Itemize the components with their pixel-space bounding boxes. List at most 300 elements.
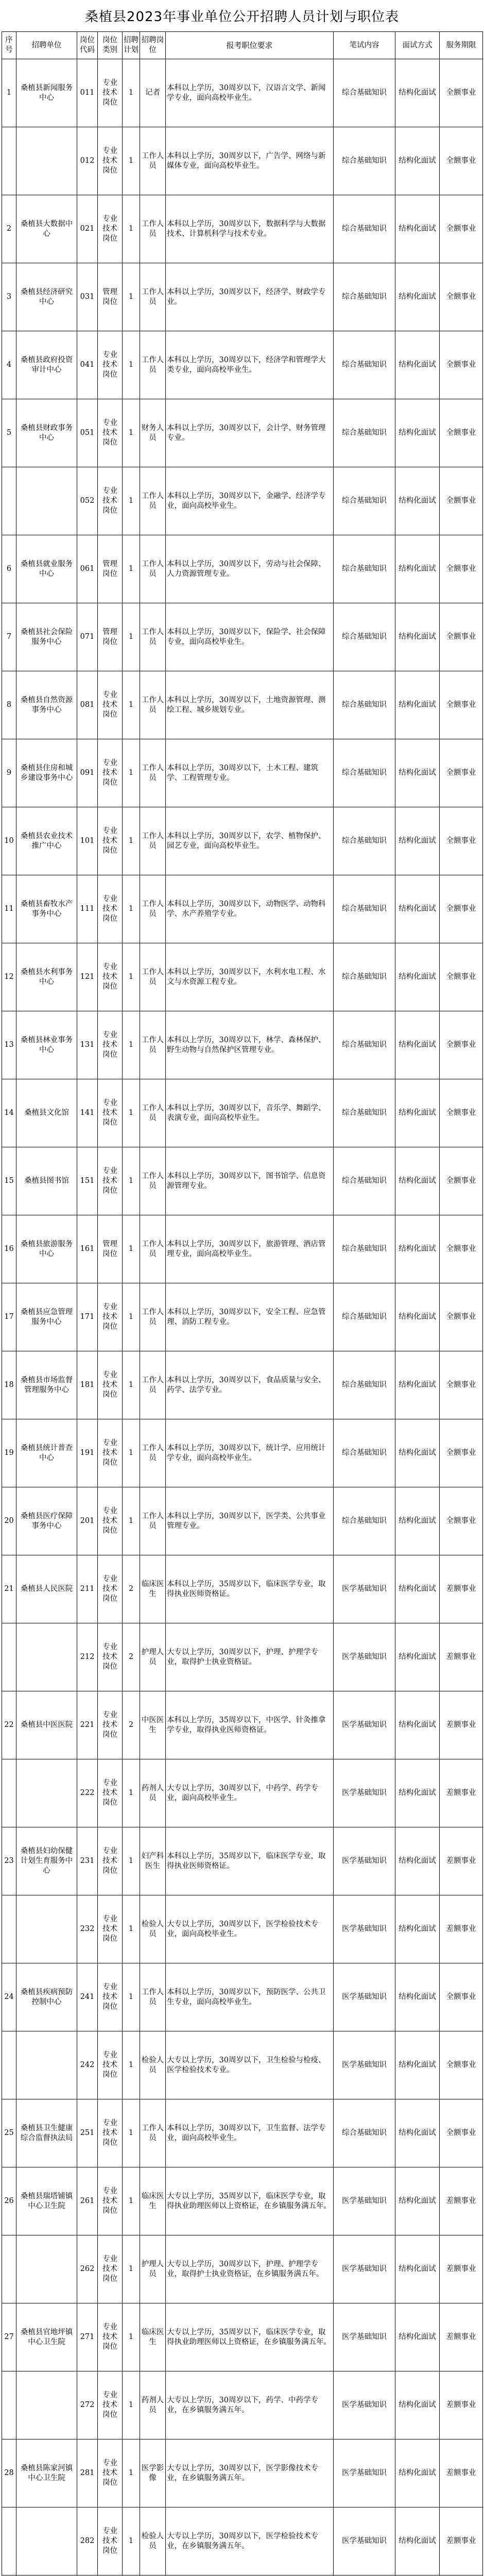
unit-cell: 桑植县农业技术推广中心 (16, 807, 77, 875)
interview-cell: 结构化面试 (395, 2031, 440, 2099)
seq-cell: 4 (2, 331, 16, 399)
service-cell: 全额事业 (440, 671, 483, 739)
exam-cell: 综合基础知识 (334, 1283, 395, 1351)
seq-cell: 23 (2, 1827, 16, 1895)
interview-cell: 结构化面试 (395, 535, 440, 603)
requirement-cell: 本科以上学历，30周岁以下，图书馆学、信息资源管理专业。 (166, 1147, 334, 1215)
interview-cell: 结构化面试 (395, 1691, 440, 1759)
unit-cell: 桑植县陈家河镇中心卫生院 (16, 2439, 77, 2507)
table-row (2, 59, 483, 127)
post-cell: 临床医生 (140, 2303, 166, 2371)
category-cell: 专业技术岗位 (98, 739, 123, 807)
requirement-cell: 本科以上学历，30周岁以下，统计学、应用统计学专业，面向高校毕业生。 (166, 1419, 334, 1487)
category-cell: 专业技术岗位 (98, 1079, 123, 1147)
requirement-cell: 本科以上学历，30周岁以下，林学、森林保护、野生动物与自然保护区管理专业。 (166, 1011, 334, 1079)
exam-cell: 综合基础知识 (334, 399, 395, 467)
code-cell: 111 (77, 875, 98, 943)
count-cell: 1 (123, 1351, 140, 1419)
seq-cell (2, 2507, 16, 2575)
exam-cell: 综合基础知识 (334, 603, 395, 671)
interview-cell: 结构化面试 (395, 1351, 440, 1419)
interview-cell: 结构化面试 (395, 875, 440, 943)
seq-cell: 3 (2, 263, 16, 331)
post-cell: 工作人员 (140, 1011, 166, 1079)
table-row (2, 1079, 483, 1147)
exam-cell: 医学基础知识 (334, 2031, 395, 2099)
exam-cell: 医学基础知识 (334, 2507, 395, 2575)
count-cell: 1 (123, 2439, 140, 2507)
requirement-cell: 本科以上学历，35周岁以下，临床医学专业，取得执业医师资格证。 (166, 1555, 334, 1623)
service-cell: 全额事业 (440, 1079, 483, 1147)
table-row (2, 943, 483, 1011)
code-cell: 272 (77, 2371, 98, 2439)
seq-cell (2, 1759, 16, 1827)
table-row (2, 2099, 483, 2167)
code-cell: 171 (77, 1283, 98, 1351)
exam-cell: 综合基础知识 (334, 127, 395, 195)
seq-cell: 16 (2, 1215, 16, 1283)
requirement-cell: 本科以上学历，30周岁以下，土木工程、建筑学、工程管理专业。 (166, 739, 334, 807)
code-cell: 121 (77, 943, 98, 1011)
post-cell: 记者 (140, 59, 166, 127)
service-cell: 全额事业 (440, 603, 483, 671)
seq-cell (2, 2235, 16, 2303)
count-cell: 1 (123, 467, 140, 535)
post-cell: 财务人员 (140, 399, 166, 467)
table-row (2, 195, 483, 263)
count-cell: 1 (123, 943, 140, 1011)
service-cell: 差额事业 (440, 1827, 483, 1895)
code-cell: 251 (77, 2099, 98, 2167)
requirement-cell: 大专以上学历，35周岁以下，临床医学专业，取得执业助理医师以上资格证，在乡镇服务满五年。 (166, 2167, 334, 2235)
unit-cell: 桑植县自然资源事务中心 (16, 671, 77, 739)
category-cell: 专业技术岗位 (98, 1283, 123, 1351)
table-row (2, 467, 483, 535)
count-cell: 1 (123, 1283, 140, 1351)
requirement-cell: 本科以上学历，30周岁以下，音乐学、舞蹈学、表演专业，面向高校毕业生。 (166, 1079, 334, 1147)
service-cell: 全额事业 (440, 331, 483, 399)
table-body (2, 59, 483, 2576)
code-cell: 051 (77, 399, 98, 467)
exam-cell: 综合基础知识 (334, 467, 395, 535)
count-cell: 2 (123, 1623, 140, 1691)
category-cell: 专业技术岗位 (98, 331, 123, 399)
document-title: 桑植县2023年事业单位公开招聘人员计划与职位表 (84, 9, 400, 25)
requirement-cell: 本科以上学历，30周岁以下，数据科学与大数据技术、计算机科学与技术专业。 (166, 195, 334, 263)
seq-cell: 12 (2, 943, 16, 1011)
unit-cell: 桑植县文化馆 (16, 1079, 77, 1147)
interview-cell: 结构化面试 (395, 1827, 440, 1895)
interview-cell: 结构化面试 (395, 2507, 440, 2575)
post-cell: 工作人员 (140, 127, 166, 195)
category-cell: 专业技术岗位 (98, 1351, 123, 1419)
exam-cell: 医学基础知识 (334, 2439, 395, 2507)
category-cell: 管理岗位 (98, 1215, 123, 1283)
interview-cell: 结构化面试 (395, 1759, 440, 1827)
post-cell: 工作人员 (140, 1215, 166, 1283)
unit-cell: 桑植县市场监督管理服务中心 (16, 1351, 77, 1419)
interview-cell: 结构化面试 (395, 399, 440, 467)
interview-cell: 结构化面试 (395, 467, 440, 535)
unit-cell: 桑植县财政事务中心 (16, 399, 77, 467)
category-cell: 专业技术岗位 (98, 195, 123, 263)
column-header: 服务期限 (440, 32, 483, 59)
count-cell: 1 (123, 2167, 140, 2235)
post-cell: 工作人员 (140, 1147, 166, 1215)
service-cell: 全额事业 (440, 1419, 483, 1487)
requirement-cell: 本科以上学历，30周岁以下，经济学、财政学专业。 (166, 263, 334, 331)
seq-cell: 22 (2, 1691, 16, 1759)
exam-cell: 综合基础知识 (334, 195, 395, 263)
post-cell: 工作人员 (140, 2099, 166, 2167)
seq-cell (2, 2031, 16, 2099)
post-cell: 工作人员 (140, 1963, 166, 2031)
interview-cell: 结构化面试 (395, 1079, 440, 1147)
unit-cell: 桑植县新闻服务中心 (16, 59, 77, 127)
exam-cell: 综合基础知识 (334, 1079, 395, 1147)
seq-cell: 25 (2, 2099, 16, 2167)
table-row (2, 1215, 483, 1283)
count-cell: 1 (123, 127, 140, 195)
seq-cell: 18 (2, 1351, 16, 1419)
code-cell: 012 (77, 127, 98, 195)
category-cell: 专业技术岗位 (98, 1419, 123, 1487)
requirement-cell: 本科以上学历，30周岁以下，土地资源管理、测绘工程、城乡规划专业。 (166, 671, 334, 739)
seq-cell (2, 1623, 16, 1691)
count-cell: 1 (123, 1759, 140, 1827)
requirement-cell: 大专以上学历，30周岁以下，药学、中药学专业，在乡镇服务满五年。 (166, 2371, 334, 2439)
code-cell: 011 (77, 59, 98, 127)
requirement-cell: 本科以上学历，30周岁以下，旅游管理、酒店管理专业，面向高校毕业生。 (166, 1215, 334, 1283)
table-row (2, 875, 483, 943)
seq-cell (2, 2371, 16, 2439)
unit-cell: 桑植县中医医院 (16, 1691, 77, 1759)
table-row (2, 1895, 483, 1963)
post-cell: 妇产科医生 (140, 1827, 166, 1895)
count-cell: 1 (123, 1011, 140, 1079)
post-cell: 工作人员 (140, 1351, 166, 1419)
column-header: 岗位代码 (77, 32, 98, 59)
seq-cell: 6 (2, 535, 16, 603)
category-cell: 专业技术岗位 (98, 1827, 123, 1895)
code-cell: 031 (77, 263, 98, 331)
count-cell: 1 (123, 2235, 140, 2303)
requirement-cell: 大专以上学历，30周岁以下，中药学、药学专业，面向高校毕业生。 (166, 1759, 334, 1827)
count-cell: 1 (123, 1487, 140, 1555)
seq-cell: 20 (2, 1487, 16, 1555)
service-cell: 差额事业 (440, 2371, 483, 2439)
seq-cell: 27 (2, 2303, 16, 2371)
table-row (2, 1011, 483, 1079)
code-cell: 271 (77, 2303, 98, 2371)
unit-cell: 桑植县统计普查中心 (16, 1419, 77, 1487)
count-cell: 1 (123, 263, 140, 331)
post-cell: 工作人员 (140, 467, 166, 535)
code-cell: 081 (77, 671, 98, 739)
unit-cell: 桑植县官地坪镇中心卫生院 (16, 2303, 77, 2371)
column-header: 报考职位要求 (166, 32, 334, 59)
table-row (2, 1351, 483, 1419)
table-row (2, 671, 483, 739)
category-cell: 专业技术岗位 (98, 2507, 123, 2575)
category-cell: 专业技术岗位 (98, 127, 123, 195)
code-cell: 041 (77, 331, 98, 399)
category-cell: 专业技术岗位 (98, 943, 123, 1011)
category-cell: 专业技术岗位 (98, 1555, 123, 1623)
post-cell: 药剂人员 (140, 2371, 166, 2439)
exam-cell: 综合基础知识 (334, 1419, 395, 1487)
count-cell: 1 (123, 1895, 140, 1963)
interview-cell: 结构化面试 (395, 1623, 440, 1691)
seq-cell: 19 (2, 1419, 16, 1487)
count-cell: 1 (123, 2507, 140, 2575)
unit-cell: 桑植县大数据中心 (16, 195, 77, 263)
table-row (2, 1555, 483, 1623)
interview-cell: 结构化面试 (395, 2371, 440, 2439)
requirement-cell: 大专以上学历，30周岁以下，医学检验技术专业，在乡镇服务满五年。 (166, 2507, 334, 2575)
exam-cell: 综合基础知识 (334, 1487, 395, 1555)
service-cell: 差额事业 (440, 1623, 483, 1691)
service-cell: 差额事业 (440, 1691, 483, 1759)
exam-cell: 综合基础知识 (334, 2099, 395, 2167)
category-cell: 管理岗位 (98, 535, 123, 603)
code-cell: 211 (77, 1555, 98, 1623)
service-cell: 全额事业 (440, 1147, 483, 1215)
requirement-cell: 本科以上学历，30周岁以下，预防医学、公共卫生专业，面向高校毕业生。 (166, 1963, 334, 2031)
table-row (2, 807, 483, 875)
category-cell: 专业技术岗位 (98, 2031, 123, 2099)
unit-cell: 桑植县社会保险服务中心 (16, 603, 77, 671)
post-cell: 护理人员 (140, 2235, 166, 2303)
code-cell: 061 (77, 535, 98, 603)
table-row (2, 535, 483, 603)
table-row (2, 2439, 483, 2507)
code-cell: 161 (77, 1215, 98, 1283)
requirement-cell: 本科以上学历，30周岁以下，医学类、公共事业管理专业。 (166, 1487, 334, 1555)
service-cell: 差额事业 (440, 1895, 483, 1963)
seq-cell: 5 (2, 399, 16, 467)
post-cell: 工作人员 (140, 1079, 166, 1147)
count-cell: 1 (123, 603, 140, 671)
interview-cell: 结构化面试 (395, 1963, 440, 2031)
service-cell: 差额事业 (440, 1555, 483, 1623)
category-cell: 管理岗位 (98, 263, 123, 331)
count-cell: 1 (123, 1419, 140, 1487)
service-cell: 全额事业 (440, 399, 483, 467)
post-cell: 护理人员 (140, 1623, 166, 1691)
code-cell: 191 (77, 1419, 98, 1487)
table-row (2, 331, 483, 399)
requirement-cell: 本科以上学历，30周岁以下，农学、植物保护、园艺专业，面向高校毕业生。 (166, 807, 334, 875)
code-cell: 131 (77, 1011, 98, 1079)
service-cell: 差额事业 (440, 2167, 483, 2235)
service-cell: 差额事业 (440, 2439, 483, 2507)
category-cell: 专业技术岗位 (98, 671, 123, 739)
unit-cell: 桑植县卫生健康综合监督执法局 (16, 2099, 77, 2167)
interview-cell: 结构化面试 (395, 2235, 440, 2303)
count-cell: 1 (123, 535, 140, 603)
post-cell: 工作人员 (140, 263, 166, 331)
requirement-cell: 大专以上学历，30周岁以下，医学影像技术专业，在乡镇服务满五年。 (166, 2439, 334, 2507)
interview-cell: 结构化面试 (395, 739, 440, 807)
requirement-cell: 本科以上学历，35周岁以下，中医学、针灸推拿学专业，取得执业医师资格证。 (166, 1691, 334, 1759)
unit-cell: 桑植县水利事务中心 (16, 943, 77, 1011)
count-cell: 1 (123, 331, 140, 399)
table-row (2, 2507, 483, 2575)
exam-cell: 综合基础知识 (334, 59, 395, 127)
exam-cell: 医学基础知识 (334, 1759, 395, 1827)
exam-cell: 综合基础知识 (334, 331, 395, 399)
service-cell: 全额事业 (440, 263, 483, 331)
seq-cell: 17 (2, 1283, 16, 1351)
service-cell: 全额事业 (440, 2031, 483, 2099)
interview-cell: 结构化面试 (395, 127, 440, 195)
post-cell: 工作人员 (140, 671, 166, 739)
count-cell: 1 (123, 671, 140, 739)
unit-cell: 桑植县妇幼保健计划生育服务中心 (16, 1827, 77, 1895)
interview-cell: 结构化面试 (395, 1419, 440, 1487)
table-row (2, 739, 483, 807)
exam-cell: 综合基础知识 (334, 807, 395, 875)
exam-cell: 医学基础知识 (334, 1827, 395, 1895)
count-cell: 2 (123, 1691, 140, 1759)
count-cell: 1 (123, 2031, 140, 2099)
category-cell: 专业技术岗位 (98, 2235, 123, 2303)
count-cell: 1 (123, 195, 140, 263)
exam-cell: 综合基础知识 (334, 535, 395, 603)
seq-cell (2, 127, 16, 195)
table-row (2, 1827, 483, 1895)
category-cell: 专业技术岗位 (98, 2439, 123, 2507)
post-cell: 药剂人员 (140, 1759, 166, 1827)
table-row (2, 2235, 483, 2303)
code-cell: 212 (77, 1623, 98, 1691)
category-cell: 专业技术岗位 (98, 1623, 123, 1691)
count-cell: 1 (123, 2303, 140, 2371)
seq-cell: 7 (2, 603, 16, 671)
code-cell: 071 (77, 603, 98, 671)
interview-cell: 结构化面试 (395, 2167, 440, 2235)
category-cell: 专业技术岗位 (98, 2371, 123, 2439)
unit-cell (16, 127, 77, 195)
requirement-cell: 本科以上学历，30周岁以下，会计学、财务管理专业。 (166, 399, 334, 467)
exam-cell: 综合基础知识 (334, 875, 395, 943)
post-cell: 工作人员 (140, 331, 166, 399)
table-row (2, 127, 483, 195)
table-row (2, 2303, 483, 2371)
code-cell: 141 (77, 1079, 98, 1147)
post-cell: 检验人员 (140, 1895, 166, 1963)
count-cell: 1 (123, 2371, 140, 2439)
seq-cell: 10 (2, 807, 16, 875)
code-cell: 021 (77, 195, 98, 263)
column-header: 笔试内容 (334, 32, 395, 59)
column-header: 序号 (2, 32, 16, 59)
requirement-cell: 本科以上学历，35周岁以下，临床医学专业，取得执业医师资格证。 (166, 1827, 334, 1895)
code-cell: 201 (77, 1487, 98, 1555)
service-cell: 全额事业 (440, 467, 483, 535)
unit-cell (16, 1759, 77, 1827)
count-cell: 1 (123, 1079, 140, 1147)
table-row (2, 1147, 483, 1215)
count-cell: 1 (123, 399, 140, 467)
count-cell: 1 (123, 875, 140, 943)
code-cell: 281 (77, 2439, 98, 2507)
category-cell: 专业技术岗位 (98, 1759, 123, 1827)
table-row (2, 2167, 483, 2235)
post-cell: 工作人员 (140, 1419, 166, 1487)
unit-cell: 桑植县就业服务中心 (16, 535, 77, 603)
interview-cell: 结构化面试 (395, 807, 440, 875)
interview-cell: 结构化面试 (395, 1147, 440, 1215)
unit-cell: 桑植县旅游服务中心 (16, 1215, 77, 1283)
unit-cell (16, 467, 77, 535)
unit-cell (16, 2371, 77, 2439)
service-cell: 差额事业 (440, 2235, 483, 2303)
category-cell: 专业技术岗位 (98, 2167, 123, 2235)
category-cell: 专业技术岗位 (98, 2303, 123, 2371)
post-cell: 工作人员 (140, 943, 166, 1011)
service-cell: 全额事业 (440, 1351, 483, 1419)
table-row (2, 1759, 483, 1827)
interview-cell: 结构化面试 (395, 2099, 440, 2167)
interview-cell: 结构化面试 (395, 943, 440, 1011)
post-cell: 工作人员 (140, 807, 166, 875)
count-cell: 1 (123, 1827, 140, 1895)
exam-cell: 医学基础知识 (334, 1555, 395, 1623)
table-row (2, 1963, 483, 2031)
exam-cell: 医学基础知识 (334, 2303, 395, 2371)
post-cell: 工作人员 (140, 195, 166, 263)
column-header: 岗位类别 (98, 32, 123, 59)
interview-cell: 结构化面试 (395, 1215, 440, 1283)
interview-cell: 结构化面试 (395, 263, 440, 331)
exam-cell: 医学基础知识 (334, 1963, 395, 2031)
exam-cell: 医学基础知识 (334, 1623, 395, 1691)
post-cell: 工作人员 (140, 603, 166, 671)
seq-cell: 8 (2, 671, 16, 739)
post-cell: 医学影像 (140, 2439, 166, 2507)
interview-cell: 结构化面试 (395, 1555, 440, 1623)
category-cell: 专业技术岗位 (98, 1963, 123, 2031)
count-cell: 1 (123, 59, 140, 127)
column-header: 面试方式 (395, 32, 440, 59)
unit-cell: 桑植县住房和城乡建设事务中心 (16, 739, 77, 807)
code-cell: 101 (77, 807, 98, 875)
table-row (2, 263, 483, 331)
interview-cell: 结构化面试 (395, 59, 440, 127)
category-cell: 专业技术岗位 (98, 2099, 123, 2167)
service-cell: 差额事业 (440, 2303, 483, 2371)
interview-cell: 结构化面试 (395, 671, 440, 739)
exam-cell: 综合基础知识 (334, 739, 395, 807)
code-cell: 231 (77, 1827, 98, 1895)
column-header: 招聘岗位 (140, 32, 166, 59)
count-cell: 1 (123, 739, 140, 807)
unit-cell (16, 1895, 77, 1963)
requirement-cell: 本科以上学历，30周岁以下，卫生监督、法学专业，面向高校毕业生。 (166, 2099, 334, 2167)
seq-cell: 11 (2, 875, 16, 943)
post-cell: 工作人员 (140, 739, 166, 807)
requirement-cell: 大专以上学历，30周岁以下，护理、护理学专业，取得护士执业资格证，在乡镇服务满五年。 (166, 2235, 334, 2303)
unit-cell: 桑植县畜牧水产事务中心 (16, 875, 77, 943)
service-cell: 全额事业 (440, 2099, 483, 2167)
service-cell: 全额事业 (440, 1283, 483, 1351)
interview-cell: 结构化面试 (395, 2303, 440, 2371)
service-cell: 全额事业 (440, 535, 483, 603)
exam-cell: 综合基础知识 (334, 671, 395, 739)
count-cell: 1 (123, 1147, 140, 1215)
